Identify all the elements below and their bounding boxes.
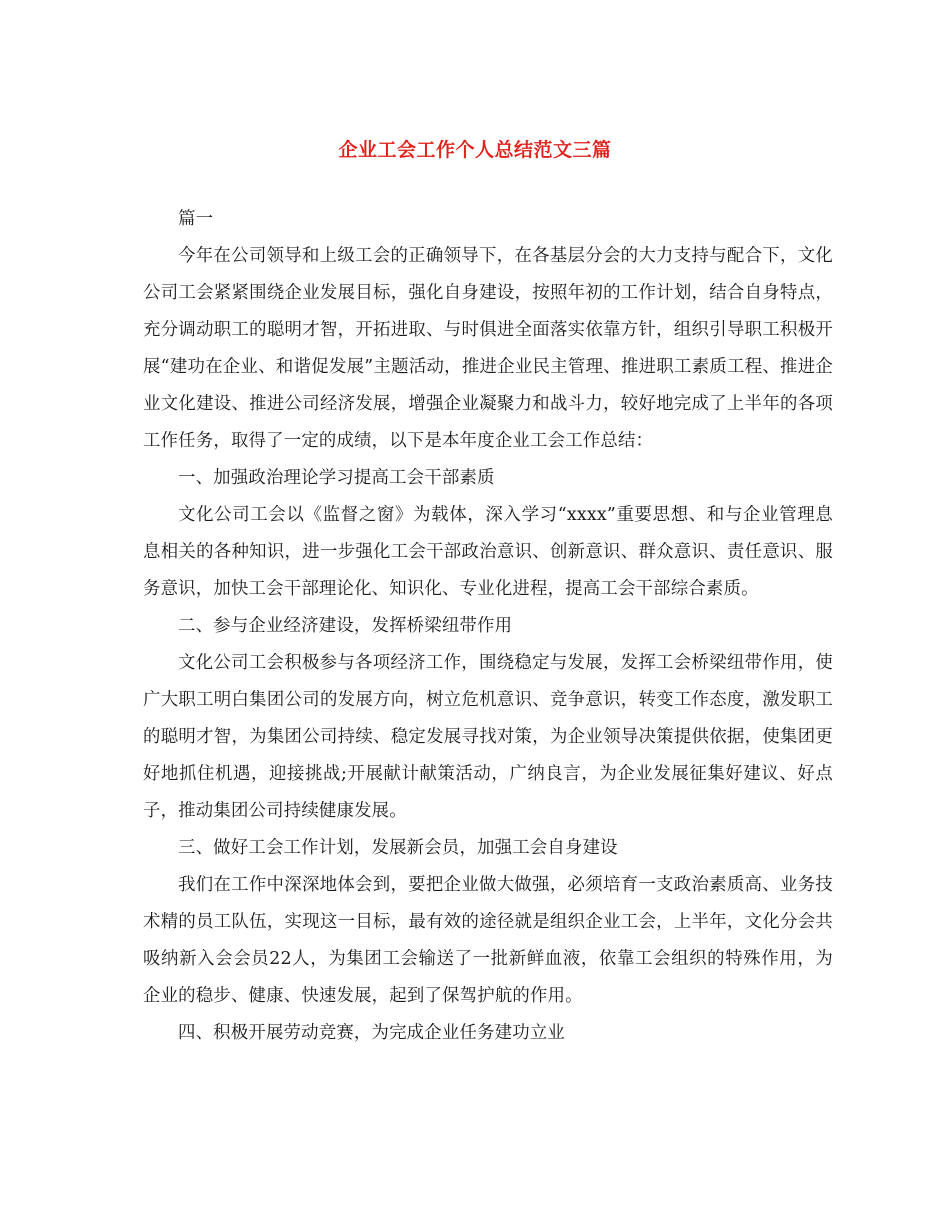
heading-section-1: 一、加强政治理论学习提高工会干部素质 [178, 468, 495, 488]
heading-section-4: 四、积极开展劳动竞赛，为完成企业任务建功立业 [178, 1023, 565, 1043]
section-label: 篇一 [178, 209, 214, 229]
heading-section-3: 三、做好工会工作计划，发展新会员，加强工会自身建设 [178, 838, 618, 858]
document-title: 企业工会工作个人总结范文三篇 [338, 139, 612, 161]
heading-section-2: 二、参与企业经济建设，发挥桥梁纽带作用 [178, 616, 513, 636]
paragraph-section-3: 我们在工作中深深地体会到，要把企业做大做强，必须培育一支政治素质高、业务技术精的员工队伍，实现这一目标，最有效的途径就是组织企业工会，上半年，文化分会共吸纳新入会会员22人，为集团工会输送了一批新鲜血液，依靠工会组织的特殊作用，为企业的稳步、健康、快速发展，起到了保驾护航的作用。 [143, 875, 833, 1006]
paragraph-section-1: 文化公司工会以《监督之窗》为载体，深入学习“xxxx”重要思想、和与企业管理息息相关的各种知识，进一步强化工会干部政治意识、创新意识、群众意识、责任意识、服务意识，加快工会干部理论化、知识化、专业化进程，提高工会干部综合素质。 [143, 505, 833, 599]
paragraph-intro: 今年在公司领导和上级工会的正确领导下，在各基层分会的大力支持与配合下，文化公司工会紧紧围绕企业发展目标，强化自身建设，按照年初的工作计划，结合自身特点，充分调动职工的聪明才智，开拓进取、与时俱进全面落实依靠方针，组织引导职工积极开展“建功在企业、和谐促发展”主题活动，推进企业民主管理、推进职工素质工程、推进企业文化建设、推进公司经济发展，增强企业凝聚力和战斗力，较好地完成了上半年的各项工作任务，取得了一定的成绩，以下是本年度企业工会工作总结： [143, 246, 833, 451]
document-body [143, 201, 833, 1052]
paragraph-section-2: 文化公司工会积极参与各项经济工作，围绕稳定与发展，发挥工会桥梁纽带作用，使广大职工明白集团公司的发展方向，树立危机意识、竞争意识，转变工作态度，激发职工的聪明才智，为集团公司持续、稳定发展寻找对策，为企业领导决策提供依据，使集团更好地抓住机遇，迎接挑战;开展献计献策活动，广纳良言，为企业发展征集好建议、好点子，推动集团公司持续健康发展。 [143, 653, 833, 821]
